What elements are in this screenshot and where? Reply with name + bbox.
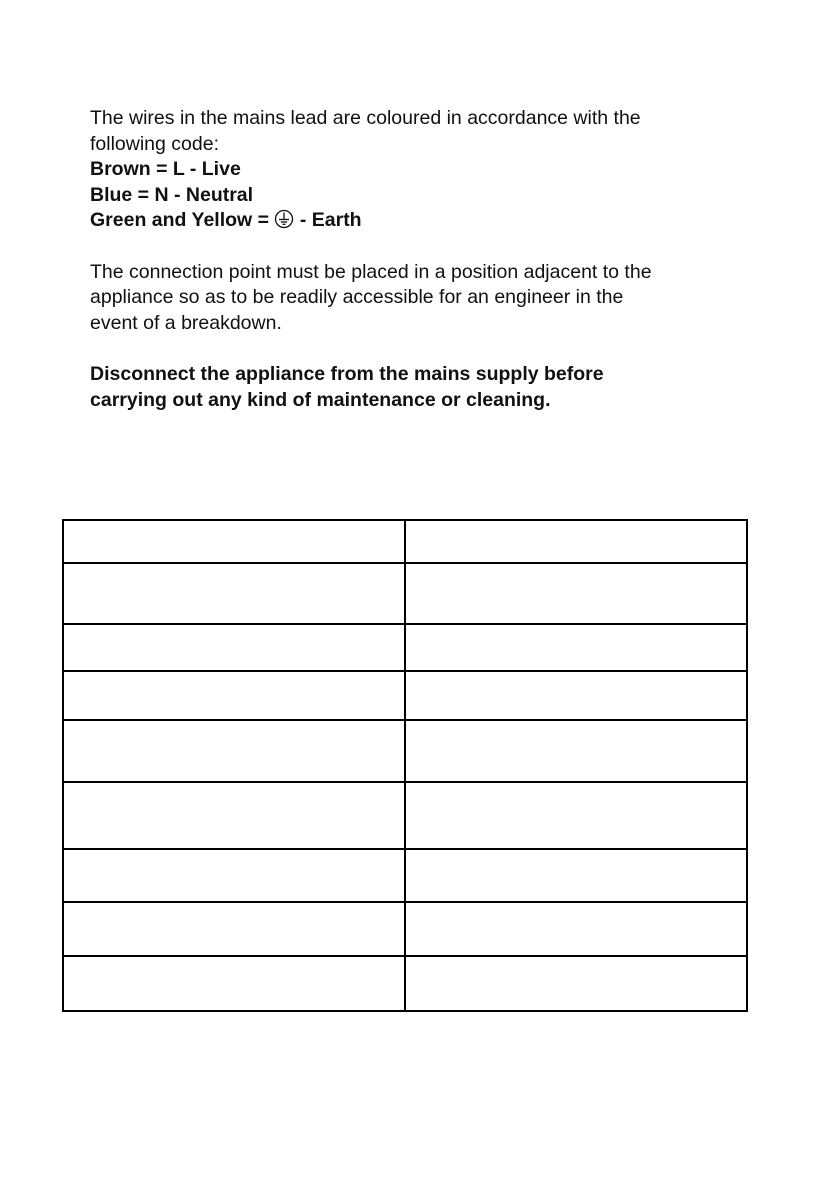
code-green-yellow-earth [90,208,770,234]
code-brown-live: Brown = L - Live [90,158,241,180]
document-text [90,106,770,413]
table-cell [405,520,747,563]
table-row [63,902,747,956]
table-cell [405,902,747,956]
table-row [63,520,747,563]
warning-line-1: Disconnect the appliance from the mains supply before [90,363,604,385]
table-cell [63,624,405,671]
table-cell [405,849,747,902]
table-cell [405,563,747,624]
code-earth-prefix: Green and Yellow = [90,209,275,231]
table-cell [405,671,747,720]
intro-line-2: following code: [90,132,219,155]
table-row [63,720,747,782]
connection-line-3: event of a breakdown. [90,311,282,334]
table-cell [405,624,747,671]
code-earth-suffix: - Earth [294,209,362,231]
blank-table [62,519,748,1012]
table-row [63,671,747,720]
table-cell [63,520,405,563]
table-cell [63,720,405,782]
table-cell [63,956,405,1011]
connection-line-1: The connection point must be placed in a position adjacent to the [90,260,652,283]
table-cell [405,782,747,849]
table-cell [63,563,405,624]
warning-line-2: carrying out any kind of maintenance or cleaning. [90,388,551,411]
table-cell [63,849,405,902]
table-row [63,849,747,902]
table-cell [63,902,405,956]
intro-line-1: The wires in the mains lead are coloured in accordance with the [90,107,641,129]
table-row [63,563,747,624]
table-row [63,624,747,671]
table-cell [405,720,747,782]
table-row [63,782,747,849]
table-cell [63,671,405,720]
earth-symbol-icon [274,209,294,229]
connection-line-2: appliance so as to be readily accessible for an engineer in the [90,286,624,308]
code-blue-neutral: Blue = N - Neutral [90,183,254,206]
table-cell [405,956,747,1011]
table-cell [63,782,405,849]
table-row [63,956,747,1011]
